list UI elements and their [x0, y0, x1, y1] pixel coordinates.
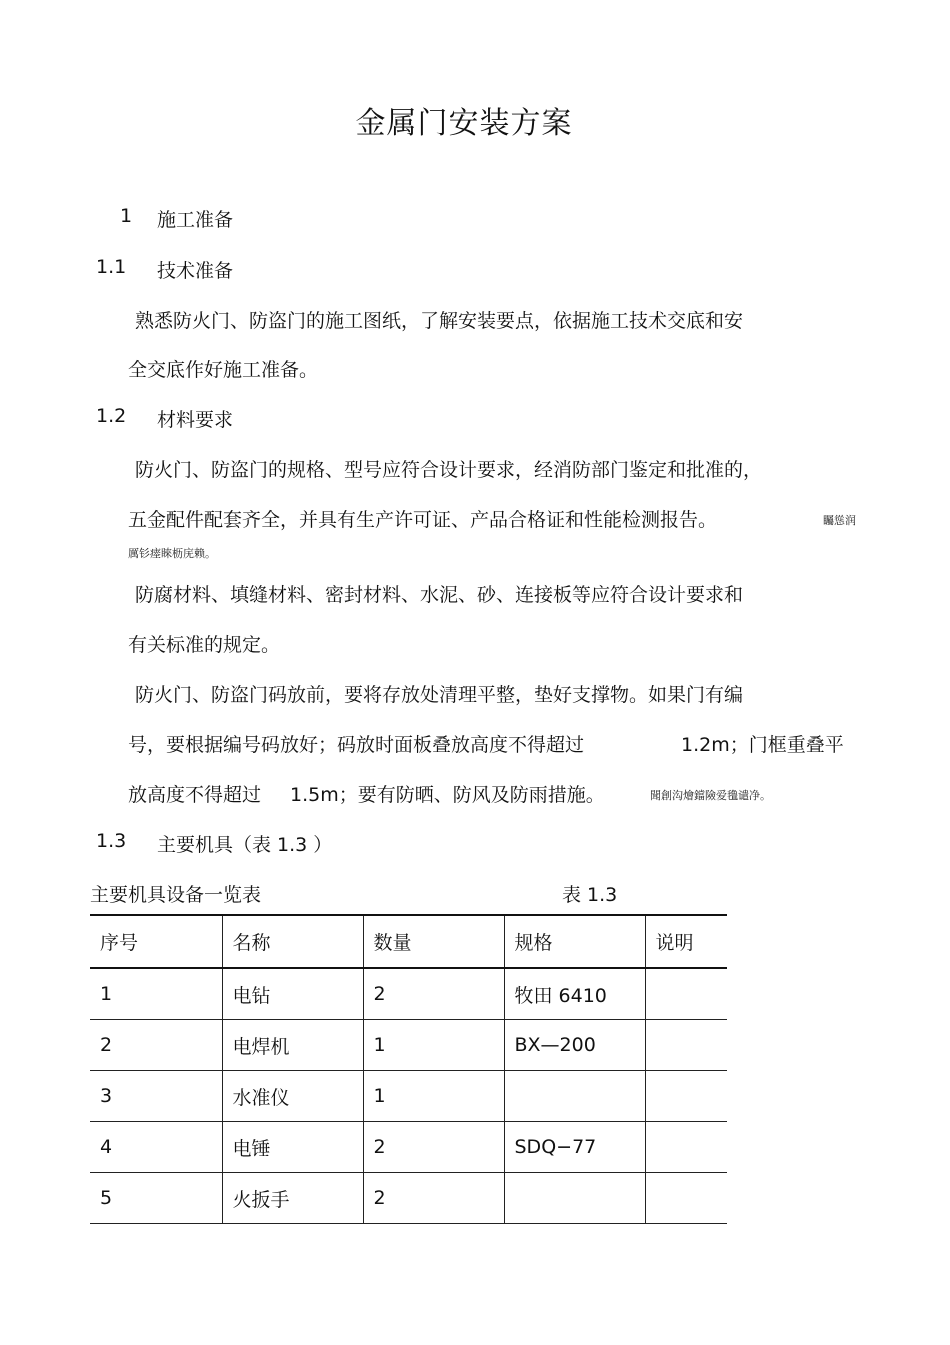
cell-name: 电锤: [222, 1122, 363, 1173]
table-row: [90, 968, 727, 1020]
section-1-1-number: 1.1: [96, 256, 127, 278]
footnote-garbled-a: 矚慫润: [823, 514, 856, 527]
cell-note: [645, 1020, 727, 1071]
paragraph-1-2-c-line-2b: 1.2m；门框重叠平: [681, 734, 844, 756]
cell-spec: [504, 1071, 645, 1122]
cell-spec: SDQ−77: [504, 1122, 645, 1173]
cell-quantity: 2: [363, 1173, 504, 1224]
paragraph-1-2-c-line-2a: 号，要根据编号码放好；码放时面板叠放高度不得超过: [128, 734, 585, 756]
cell-spec: BX—200: [504, 1020, 645, 1071]
cell-quantity: 2: [363, 1122, 504, 1173]
section-1-2-heading: 材料要求: [157, 409, 234, 431]
table-row: [90, 1020, 727, 1071]
section-1-3-number: 1.3: [96, 830, 127, 852]
paragraph-1-2-c-line-3a: 放高度不得超过: [128, 784, 262, 806]
cell-name: 电钻: [222, 968, 363, 1020]
section-1-number: 1: [120, 205, 133, 227]
cell-note: [645, 1173, 727, 1224]
tools-table: [90, 914, 727, 1224]
header-spec: 规格: [504, 915, 645, 968]
cell-index: 2: [100, 1034, 113, 1056]
section-1-1-heading: 技术准备: [157, 260, 234, 282]
table-row: [90, 1071, 727, 1122]
table-number: 表 1.3: [562, 884, 618, 906]
cell-name: 水准仪: [222, 1071, 363, 1122]
table-header-row: [90, 915, 727, 968]
header-index: 序号: [100, 932, 139, 954]
paragraph-1-2-a-line-2: 五金配件配套齐全，并具有生产许可证、产品合格证和性能检测报告。: [128, 509, 718, 531]
header-note: 说明: [645, 915, 727, 968]
table-row: [90, 1122, 727, 1173]
cell-name: 电焊机: [222, 1020, 363, 1071]
paragraph-1-2-a-line-1: 防火门、防盗门的规格、型号应符合设计要求，经消防部门鉴定和批准的，: [135, 459, 763, 481]
cell-name: 火扳手: [222, 1173, 363, 1224]
section-1-heading: 施工准备: [157, 209, 234, 231]
cell-quantity: 2: [363, 968, 504, 1020]
paragraph-1-1-line-1: 熟悉防火门、防盗门的施工图纸，了解安装要点，依据施工技术交底和安: [135, 310, 744, 332]
footnote-garbled-b: 厲钐瘗睞枥庑赖。: [128, 547, 216, 560]
table-row: [90, 1173, 727, 1224]
header-name: 名称: [222, 915, 363, 968]
cell-note: [645, 1071, 727, 1122]
cell-quantity: 1: [363, 1071, 504, 1122]
document-title: 金属门安装方案: [355, 106, 573, 141]
cell-index: 4: [100, 1136, 113, 1158]
cell-quantity: 1: [363, 1020, 504, 1071]
table-caption: 主要机具设备一览表: [90, 884, 262, 906]
cell-spec: [504, 1173, 645, 1224]
paragraph-1-2-b-line-2: 有关标准的规定。: [128, 634, 281, 656]
cell-index: 5: [100, 1187, 113, 1209]
cell-index: 3: [100, 1085, 113, 1107]
paragraph-1-2-c-line-1: 防火门、防盗门码放前，要将存放处清理平整，垫好支撑物。如果门有编: [135, 684, 744, 706]
cell-spec: 牧田 6410: [504, 968, 645, 1020]
header-quantity: 数量: [363, 915, 504, 968]
paragraph-1-1-line-2: 全交底作好施工准备。: [128, 359, 319, 381]
section-1-2-number: 1.2: [96, 405, 127, 427]
cell-index: 1: [100, 983, 113, 1005]
paragraph-1-2-c-line-3b: 1.5m；要有防晒、防风及防雨措施。: [290, 784, 605, 806]
cell-note: [645, 968, 727, 1020]
section-1-3-heading: 主要机具（表 1.3 ）: [157, 834, 333, 856]
footnote-garbled-c: 聞創沟燴鐺險爱氇谴净。: [650, 789, 771, 802]
cell-note: [645, 1122, 727, 1173]
paragraph-1-2-b-line-1: 防腐材料、填缝材料、密封材料、水泥、砂、连接板等应符合设计要求和: [135, 584, 744, 606]
